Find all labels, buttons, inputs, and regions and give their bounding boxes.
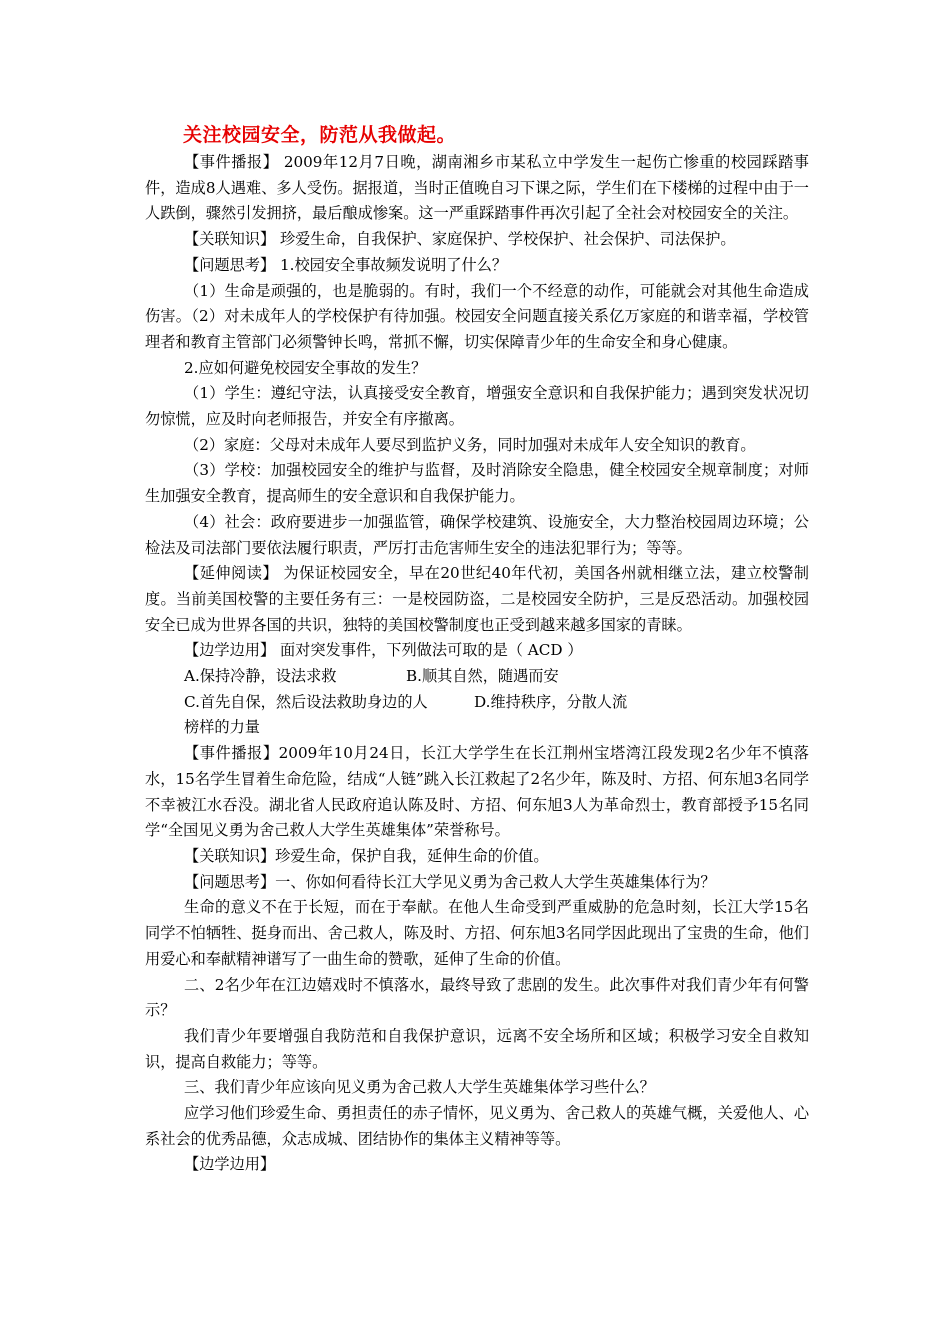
paragraph: 【关联知识】 珍爱生命，自我保护、家庭保护、学校保护、社会保护、司法保护。 [184,230,736,249]
paragraph: 我们青少年要增强自我防范和自我保护意识，远离不安全场所和区域；积极学习安全自救知识，提高自救能力；等等。 [145,1026,809,1071]
options-row-1 [145,664,809,690]
paragraph: 2.应如何避免校园安全事故的发生？ [184,358,427,377]
option-c: C.首先自保，然后设法救助身边的人 [184,692,428,711]
paragraph: （3）学校：加强校园安全的维护与监督，及时消除安全隐患，健全校园安全规章制度；对师生加强安全教育，提高师生的安全意识和自我保护能力。 [145,461,809,506]
paragraph: 【事件播报】2009年10月24日，长江大学学生在长江荆州宝塔湾江段发现2名少年不慎落水，15名学生冒着生命危险，结成“人链”跳入长江救起了2名少年，陈及时、方招、何东旭3名同学不幸被江水吞没。湖北省人民政府追认陈及时、方招、何东旭3人为革命烈士，教育部授予15名同学“全国见义勇为舍己救人大学生英雄集体”荣誉称号。 [145,744,809,840]
paragraph: （1）学生：遵纪守法，认真接受安全教育，增强安全意识和自我保护能力；遇到突发状况切勿惊慌，应及时向老师报告，并安全有序撤离。 [145,384,809,429]
option-a: A.保持冷静，设法求救 [184,667,337,686]
paragraph: 【关联知识】珍爱生命，保护自我，延伸生命的价值。 [184,846,549,865]
question-line: 【边学边用】 面对突发事件，下列做法可取的是（ ACD ） [184,641,583,660]
paragraph: 应学习他们珍爱生命、勇担责任的赤子情怀，见义勇为、舍己救人的英雄气概，关爱他人、心系社会的优秀品德，众志成城、团结协作的集体主义精神等等。 [145,1104,809,1148]
paragraph: 【边学边用】 [184,1155,276,1174]
section-heading: 榜样的力量 [184,718,260,737]
paragraph: 生命的意义不在于长短，而在于奉献。在他人生命受到严重威胁的危急时刻，长江大学15名同学不怕牺牲、挺身而出、舍己救人，陈及时、方招、何东旭3名同学因此现出了宝贵的生命，他们用爱心和奉献精神谱写了一曲生命的赞歌，延伸了生命的价值。 [145,898,809,968]
document-body [145,150,809,1178]
paragraph: 三、我们青少年应该向见义勇为舍己救人大学生英雄集体学习些什么？ [184,1078,655,1097]
option-b: B.顺其自然，随遇而安 [406,667,559,686]
paragraph: （1）生命是顽强的，也是脆弱的。有时，我们一个不经意的动作，可能就会对其他生命造成伤害。（2）对未成年人的学校保护有待加强。校园安全问题直接关系亿万家庭的和谐幸福，学校管理者和教育主管部门必须警钟长鸣，常抓不懈，切实保障青少年的生命安全和身心健康。 [145,281,809,351]
document-title: 关注校园安全，防范从我做起。 [183,124,457,146]
paragraph: 【问题思考】 1.校园安全事故频发说明了什么？ [184,255,508,274]
paragraph: 【延伸阅读】 为保证校园安全，早在20世纪40年代初，美国各州就相继立法，建立校警制度。当前美国校警的主要任务有三：一是校园防盗，二是校园安全防护，三是反恐活动。加强校园安全已成为世界各国的共识，独特的美国校警制度也正受到越来越多国家的青睐。 [145,564,809,634]
paragraph: 二、2名少年在江边嬉戏时不慎落水，最终导致了悲剧的发生。此次事件对我们青少年有何警示？ [145,975,809,1020]
paragraph: 【问题思考】一、你如何看待长江大学见义勇为舍己救人大学生英雄集体行为？ [184,872,716,891]
option-d: D.维持秩序，分散人流 [474,692,628,711]
paragraph: （4）社会：政府要进步一加强监管，确保学校建筑、设施安全，大力整治校园周边环境；公检法及司法部门要依法履行职责，严厉打击危害师生安全的违法犯罪行为；等等。 [145,512,809,557]
paragraph: （2）家庭：父母对未成年人要尽到监护义务，同时加强对未成年人安全知识的教育。 [184,435,756,454]
paragraph: 【事件播报】 2009年12月7日晚，湖南湘乡市某私立中学发生一起伤亡惨重的校园踩踏事件，造成8人遇难、多人受伤。据报道，当时正值晚自习下课之际，学生们在下楼梯的过程中由于一人跌倒，骤然引发拥挤，最后酿成惨案。这一严重踩踏事件再次引起了全社会对校园安全的关注。 [145,153,809,223]
options-row-2 [145,690,809,716]
